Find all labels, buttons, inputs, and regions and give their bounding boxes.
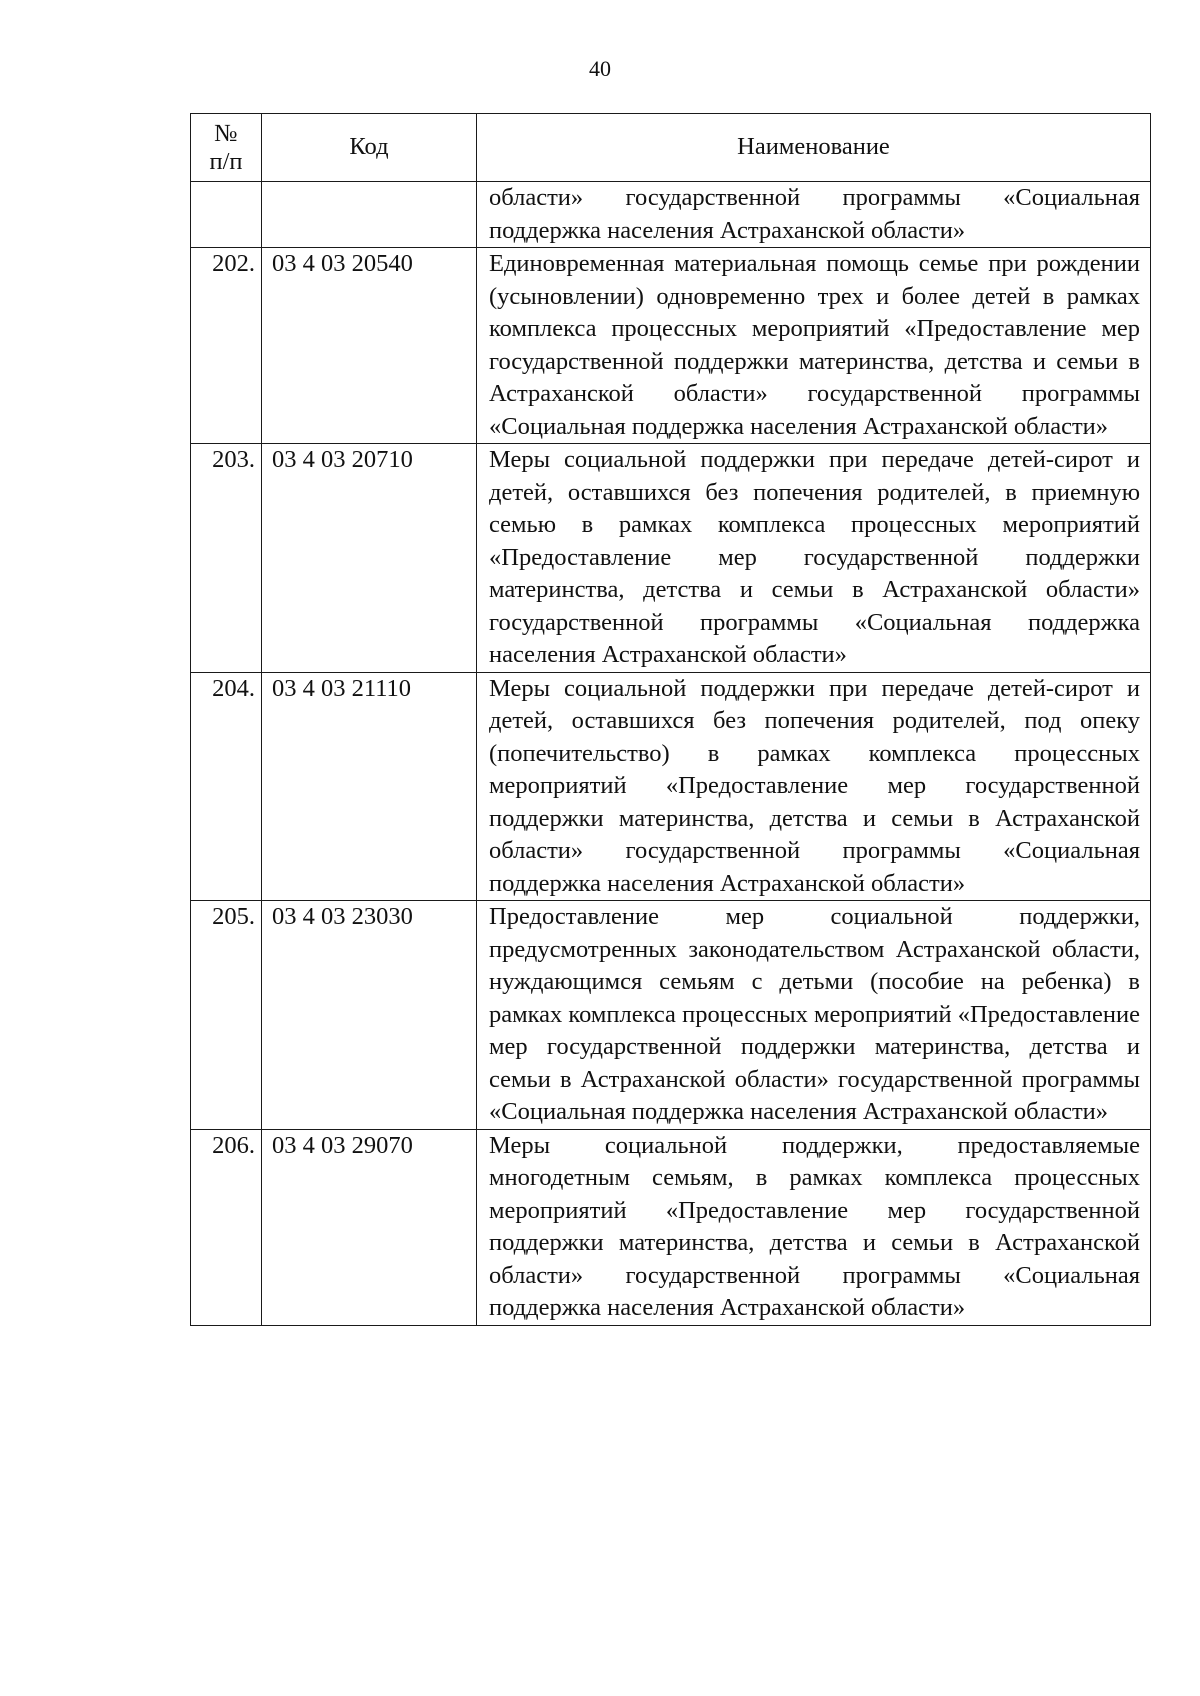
- row-code: 03 4 03 20710: [262, 444, 477, 673]
- budget-code-table: [190, 113, 1151, 1326]
- table-row-205: [191, 901, 1151, 1130]
- row-number: 202.: [191, 248, 262, 444]
- table-row-204: [191, 672, 1151, 901]
- page-number: 40: [589, 56, 611, 81]
- header-number-abbrev: п/п: [209, 147, 243, 175]
- row-number: [191, 182, 262, 248]
- header-name: Наименование: [477, 114, 1151, 182]
- header-number-symbol: №: [214, 119, 238, 147]
- row-code: 03 4 03 23030: [262, 901, 477, 1130]
- row-number: 206.: [191, 1129, 262, 1325]
- header-number: [191, 114, 262, 182]
- table-row-continuation: [191, 182, 1151, 248]
- row-name: Единовременная материальная помощь семье при рождении (усыновлении) одновременно трех и более детей в рамках комплекса процессных мероприятий «Предоставление мер государственной поддержки материнства, детства и семьи в Астраханской области» государственной программы «Социальная поддержка населения Астраханской области»: [477, 248, 1151, 444]
- header-code: Код: [262, 114, 477, 182]
- table-row-203: [191, 444, 1151, 673]
- row-number: 205.: [191, 901, 262, 1130]
- row-number: 204.: [191, 672, 262, 901]
- row-name: Меры социальной поддержки при передаче детей-сирот и детей, оставшихся без попечения родителей, под опеку (попечительство) в рамках комплекса процессных мероприятий «Предоставление мер государственной поддержки материнства, детства и семьи в Астраханской области» государственной программы «Социальная поддержка населения Астраханской области»: [477, 672, 1151, 901]
- table-header-row: [191, 114, 1151, 182]
- row-code: 03 4 03 20540: [262, 248, 477, 444]
- row-code: [262, 182, 477, 248]
- row-code: 03 4 03 29070: [262, 1129, 477, 1325]
- table-row-206: [191, 1129, 1151, 1325]
- row-number: 203.: [191, 444, 262, 673]
- row-name: Меры социальной поддержки при передаче детей-сирот и детей, оставшихся без попечения родителей, в приемную семью в рамках комплекса процессных мероприятий «Предоставление мер государственной поддержки материнства, детства и семьи в Астраханской области» государственной программы «Социальная поддержка населения Астраханской области»: [477, 444, 1151, 673]
- row-name: области» государственной программы «Социальная поддержка населения Астраханской области»: [477, 182, 1151, 248]
- row-code: 03 4 03 21110: [262, 672, 477, 901]
- table-row-202: [191, 248, 1151, 444]
- row-name: Меры социальной поддержки, предоставляемые многодетным семьям, в рамках комплекса процессных мероприятий «Предоставление мер государственной поддержки материнства, детства и семьи в Астраханской области» государственной программы «Социальная поддержка населения Астраханской области»: [477, 1129, 1151, 1325]
- row-name: Предоставление мер социальной поддержки, предусмотренных законодательством Астраханской области, нуждающимся семьям с детьми (пособие на ребенка) в рамках комплекса процессных мероприятий «Предоставление мер государственной поддержки материнства, детства и семьи в Астраханской области» государственной программы «Социальная поддержка населения Астраханской области»: [477, 901, 1151, 1130]
